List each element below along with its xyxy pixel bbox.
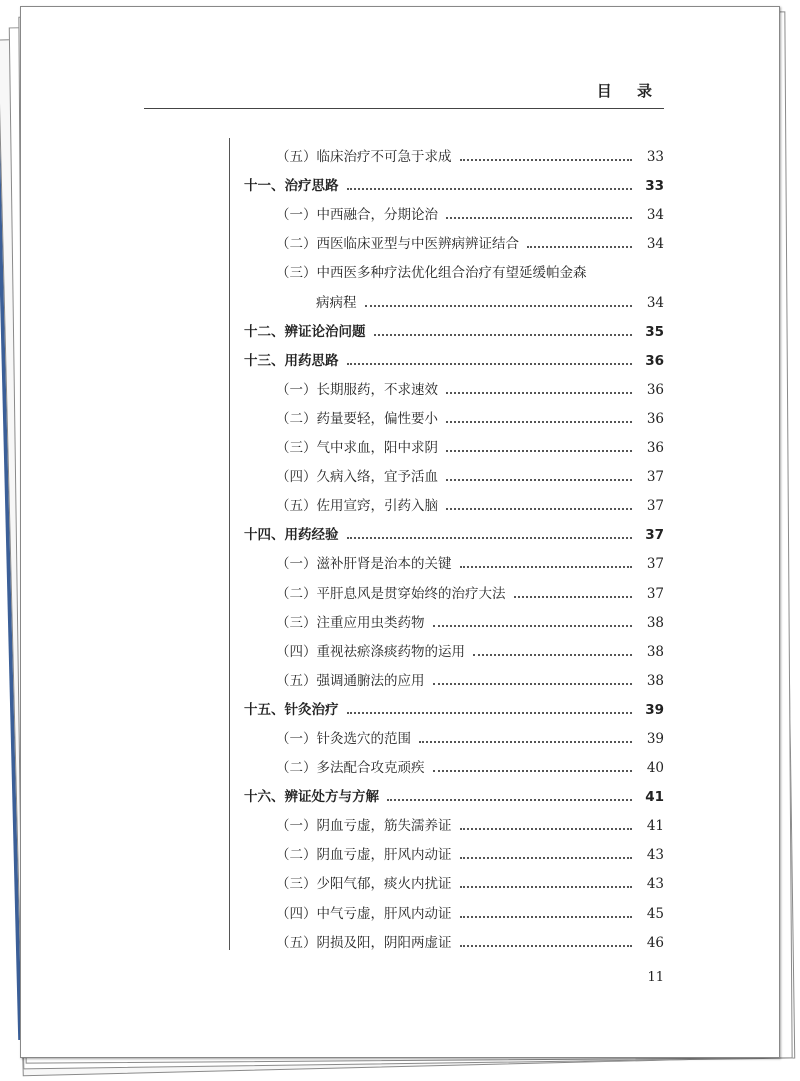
toc-entry-page-number: 38 xyxy=(646,672,664,689)
toc-dot-leader xyxy=(460,916,633,918)
toc-entry-label: （一）针灸选穴的范围 xyxy=(276,730,411,747)
toc-dot-leader xyxy=(460,159,633,161)
toc-dot-leader xyxy=(433,683,633,685)
toc-dot-leader xyxy=(347,537,633,539)
toc-entry-page-number: 36 xyxy=(646,440,664,457)
toc-entry-page-number: 34 xyxy=(646,294,664,311)
toc-subsection-entry[interactable] xyxy=(244,863,664,892)
toc-dot-leader xyxy=(419,741,632,743)
table-of-contents xyxy=(244,136,664,951)
toc-entry-page-number: 35 xyxy=(645,323,664,340)
toc-subsection-entry[interactable] xyxy=(244,922,664,951)
toc-dot-leader xyxy=(374,334,633,336)
toc-entry-label: （五）阴损及阳，阴阳两虚证 xyxy=(276,934,452,951)
toc-dot-leader xyxy=(460,886,633,888)
toc-dot-leader xyxy=(446,479,632,481)
toc-dot-leader xyxy=(460,828,633,830)
toc-entry-label: （五）临床治疗不可急于求成 xyxy=(276,149,452,166)
toc-subsection-entry[interactable] xyxy=(244,572,664,601)
toc-entry-page-number: 33 xyxy=(646,149,664,166)
toc-entry-page-number: 36 xyxy=(646,381,664,398)
toc-section-entry[interactable] xyxy=(244,689,664,718)
toc-entry-page-number: 41 xyxy=(645,789,664,806)
toc-entry-label: （五）强调通腑法的应用 xyxy=(276,672,425,689)
toc-vertical-rule xyxy=(229,138,230,950)
toc-section-entry[interactable] xyxy=(244,776,664,805)
toc-entry-label: 十四、用药经验 xyxy=(244,527,339,544)
page-number: 11 xyxy=(647,970,664,985)
toc-section-entry[interactable] xyxy=(244,514,664,543)
toc-subsection-entry[interactable] xyxy=(244,252,664,281)
toc-dot-leader xyxy=(460,945,633,947)
toc-dot-leader xyxy=(446,450,632,452)
toc-entry-page-number: 46 xyxy=(646,934,664,951)
toc-subsection-entry[interactable] xyxy=(244,631,664,660)
toc-dot-leader xyxy=(433,770,633,772)
toc-entry-label: （一）阴血亏虚，筋失濡养证 xyxy=(276,818,452,835)
toc-subsection-entry[interactable] xyxy=(244,543,664,572)
toc-entry-label: （一）滋补肝肾是治本的关键 xyxy=(276,556,452,573)
toc-subsection-entry[interactable] xyxy=(244,892,664,921)
toc-subsection-entry[interactable] xyxy=(244,223,664,252)
toc-dot-leader xyxy=(446,421,632,423)
toc-subsection-entry[interactable] xyxy=(244,427,664,456)
toc-entry-label: 十五、针灸治疗 xyxy=(244,701,339,718)
toc-subsection-entry[interactable] xyxy=(244,398,664,427)
toc-subsection-entry[interactable] xyxy=(244,660,664,689)
toc-entry-page-number: 33 xyxy=(645,178,664,195)
toc-subsection-entry[interactable] xyxy=(244,805,664,834)
toc-subsection-entry[interactable] xyxy=(244,194,664,223)
toc-dot-leader xyxy=(433,625,633,627)
toc-dot-leader xyxy=(446,392,632,394)
toc-subsection-entry[interactable] xyxy=(244,136,664,165)
toc-section-entry[interactable] xyxy=(244,311,664,340)
toc-section-entry[interactable] xyxy=(244,340,664,369)
toc-dot-leader xyxy=(460,566,633,568)
toc-entry-page-number: 36 xyxy=(645,352,664,369)
toc-dot-leader xyxy=(527,246,632,248)
toc-dot-leader xyxy=(446,508,632,510)
toc-entry-page-number: 36 xyxy=(646,410,664,427)
toc-entry-label: （一）长期服药，不求速效 xyxy=(276,381,438,398)
toc-entry-page-number: 41 xyxy=(646,818,664,835)
toc-subsection-entry[interactable] xyxy=(244,281,664,310)
toc-entry-page-number: 37 xyxy=(646,556,664,573)
toc-dot-leader xyxy=(460,857,633,859)
toc-subsection-entry[interactable] xyxy=(244,369,664,398)
toc-entry-label: （四）中气亏虚，肝风内动证 xyxy=(276,905,452,922)
toc-subsection-entry[interactable] xyxy=(244,485,664,514)
toc-entry-page-number: 34 xyxy=(646,236,664,253)
toc-entry-label: （二）药量要轻，偏性要小 xyxy=(276,410,438,427)
toc-entry-label: 十三、用药思路 xyxy=(244,352,339,369)
toc-subsection-entry[interactable] xyxy=(244,834,664,863)
toc-subsection-entry[interactable] xyxy=(244,718,664,747)
toc-entry-page-number: 38 xyxy=(646,614,664,631)
toc-entry-label: （四）久病入络，宜予活血 xyxy=(276,469,438,486)
toc-subsection-entry[interactable] xyxy=(244,602,664,631)
toc-entry-page-number: 34 xyxy=(646,207,664,224)
toc-dot-leader xyxy=(473,654,632,656)
toc-entry-label: （二）西医临床亚型与中医辨病辨证结合 xyxy=(276,236,519,253)
toc-entry-label: 十六、辨证处方与方解 xyxy=(244,789,379,806)
toc-entry-label: （五）佐用宣窍，引药入脑 xyxy=(276,498,438,515)
toc-entry-page-number: 37 xyxy=(646,585,664,602)
toc-dot-leader xyxy=(446,217,632,219)
toc-dot-leader xyxy=(514,596,633,598)
toc-dot-leader xyxy=(347,363,633,365)
toc-entry-page-number: 43 xyxy=(646,876,664,893)
toc-dot-leader xyxy=(365,305,633,307)
toc-section-entry[interactable] xyxy=(244,165,664,194)
toc-entry-page-number: 43 xyxy=(646,847,664,864)
toc-entry-page-number: 38 xyxy=(646,643,664,660)
header-rule xyxy=(144,108,664,109)
toc-entry-label: （二）多法配合攻克顽疾 xyxy=(276,760,425,777)
toc-dot-leader xyxy=(387,799,632,801)
toc-entry-page-number: 37 xyxy=(646,498,664,515)
toc-entry-label: （一）中西融合，分期论治 xyxy=(276,207,438,224)
toc-entry-label: （三）注重应用虫类药物 xyxy=(276,614,425,631)
toc-entry-page-number: 45 xyxy=(646,905,664,922)
toc-entry-label: （二）平肝息风是贯穿始终的治疗大法 xyxy=(276,585,506,602)
page-header-title: 目 录 xyxy=(596,82,662,100)
toc-entry-label: 十二、辨证论治问题 xyxy=(244,323,366,340)
toc-dot-leader xyxy=(347,712,633,714)
toc-entry-label: （三）少阳气郁，痰火内扰证 xyxy=(276,876,452,893)
toc-subsection-entry[interactable] xyxy=(244,456,664,485)
toc-entry-label: 十一、治疗思路 xyxy=(244,178,339,195)
toc-entry-page-number: 37 xyxy=(646,469,664,486)
toc-entry-page-number: 40 xyxy=(646,760,664,777)
toc-entry-page-number: 37 xyxy=(645,527,664,544)
toc-entry-label: （三）气中求血，阳中求阴 xyxy=(276,440,438,457)
toc-entry-label: （四）重视祛瘀涤痰药物的运用 xyxy=(276,643,465,660)
toc-subsection-entry[interactable] xyxy=(244,747,664,776)
toc-entry-label: 病病程 xyxy=(316,294,357,311)
toc-dot-leader xyxy=(347,188,633,190)
toc-entry-label: （三）中西医多种疗法优化组合治疗有望延缓帕金森 xyxy=(276,265,587,282)
toc-entry-page-number: 39 xyxy=(646,730,664,747)
toc-entry-page-number: 39 xyxy=(645,701,664,718)
toc-entry-label: （二）阴血亏虚，肝风内动证 xyxy=(276,847,452,864)
